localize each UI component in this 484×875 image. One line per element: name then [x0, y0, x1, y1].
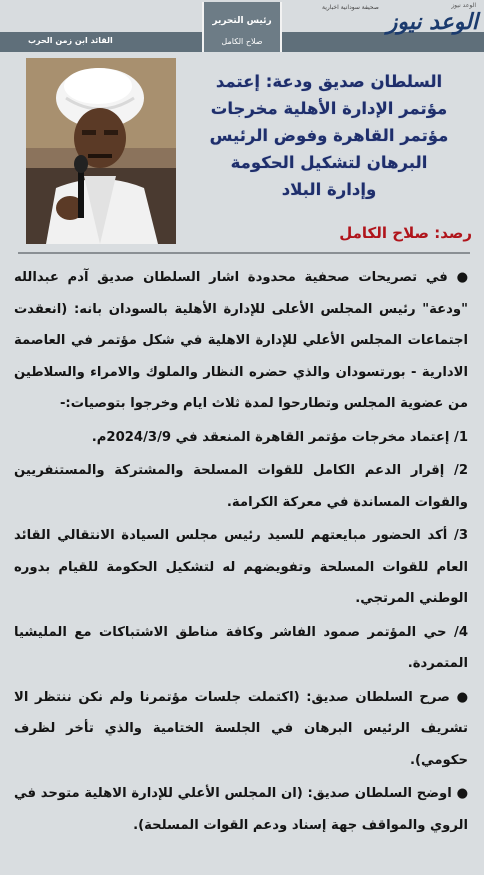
- site-logo: الوعد نيوز: [386, 10, 478, 35]
- paragraph: ● في تصريحات صحفية محدودة اشار السلطان صديق آدم عبدالله "ودعة" رئيس المجلس الأعلى للإدارة الأهلية بالسودان بانه: (انعقدت اجتماعات المجلس الأعلي للإدارة الاهلية في شكل مؤتمر في العاصمة الادارية - بورتسودان والذي حضره النظار والملوك والامراء والسلاطين من عضوية المجلس وتطارحوا لمدة ثلاث ايام وخرجوا بتوصيات:-: [14, 270, 468, 411]
- editor-badge-title: رئيس التحرير: [212, 16, 272, 26]
- editor-badge: [202, 2, 282, 52]
- paragraph: 4/ حي المؤتمر صمود الفاشر وكافة مناطق الاشتباكات مع المليشيا المتمردة.: [14, 624, 468, 671]
- paragraph: ● اوضح السلطان صديق: (ان المجلس الأعلي للإدارة الاهلية متوحد في الروي والمواقف جهة إسناد ودعم القوات المسلحة).: [14, 786, 468, 833]
- article-photo: [26, 58, 176, 244]
- divider: [18, 252, 470, 254]
- headline: [184, 68, 474, 203]
- headline-line: مؤتمر القاهرة وفوض الرئيس: [209, 126, 449, 145]
- paragraph: ● صرح السلطان صديق: (اكتملت جلسات مؤتمرنا ولم نكن ننتظر الا تشريف الرئيس البرهان في الجلسة الختامية والذي تأخر لظرف حكومي).: [14, 689, 468, 768]
- headline-line: وإدارة البلاد: [281, 180, 377, 199]
- paragraph: 2/ إقرار الدعم الكامل للقوات المسلحة والمشتركة والمستنفريين والقوات المساندة في معركة الكرامة.: [14, 463, 468, 510]
- article-body: [14, 262, 468, 843]
- masthead: [0, 0, 484, 52]
- top-note: صحيفة سودانية اخبارية: [322, 4, 379, 11]
- portrait-illustration: [26, 58, 176, 244]
- left-credit: القائد ابن زمن الحرب: [28, 36, 113, 45]
- headline-line: مؤتمر الإدارة الأهلية مخرجات: [210, 99, 448, 118]
- headline-line: السلطان صديق ودعة: إعتمد: [215, 72, 443, 91]
- editor-badge-name: صلاح الكامل: [221, 37, 263, 46]
- logo-subtitle: الوعد نيوز: [451, 2, 476, 9]
- headline-line: البرهان لتشكيل الحكومة: [230, 153, 428, 172]
- paragraph: 3/ أكد الحضور مبايعتهم للسيد رئيس مجلس السيادة الانتقالي القائد العام للقوات المسلحة وتفويضهم له لتشكيل الحكومة للقيام بدوره الوطني المرتجي.: [14, 528, 468, 606]
- reporter-credit: رصد: صلاح الكامل: [339, 224, 472, 242]
- paragraph: 1/ إعتماد مخرجات مؤتمر القاهرة المنعقد في 2024/3/9م.: [91, 429, 468, 445]
